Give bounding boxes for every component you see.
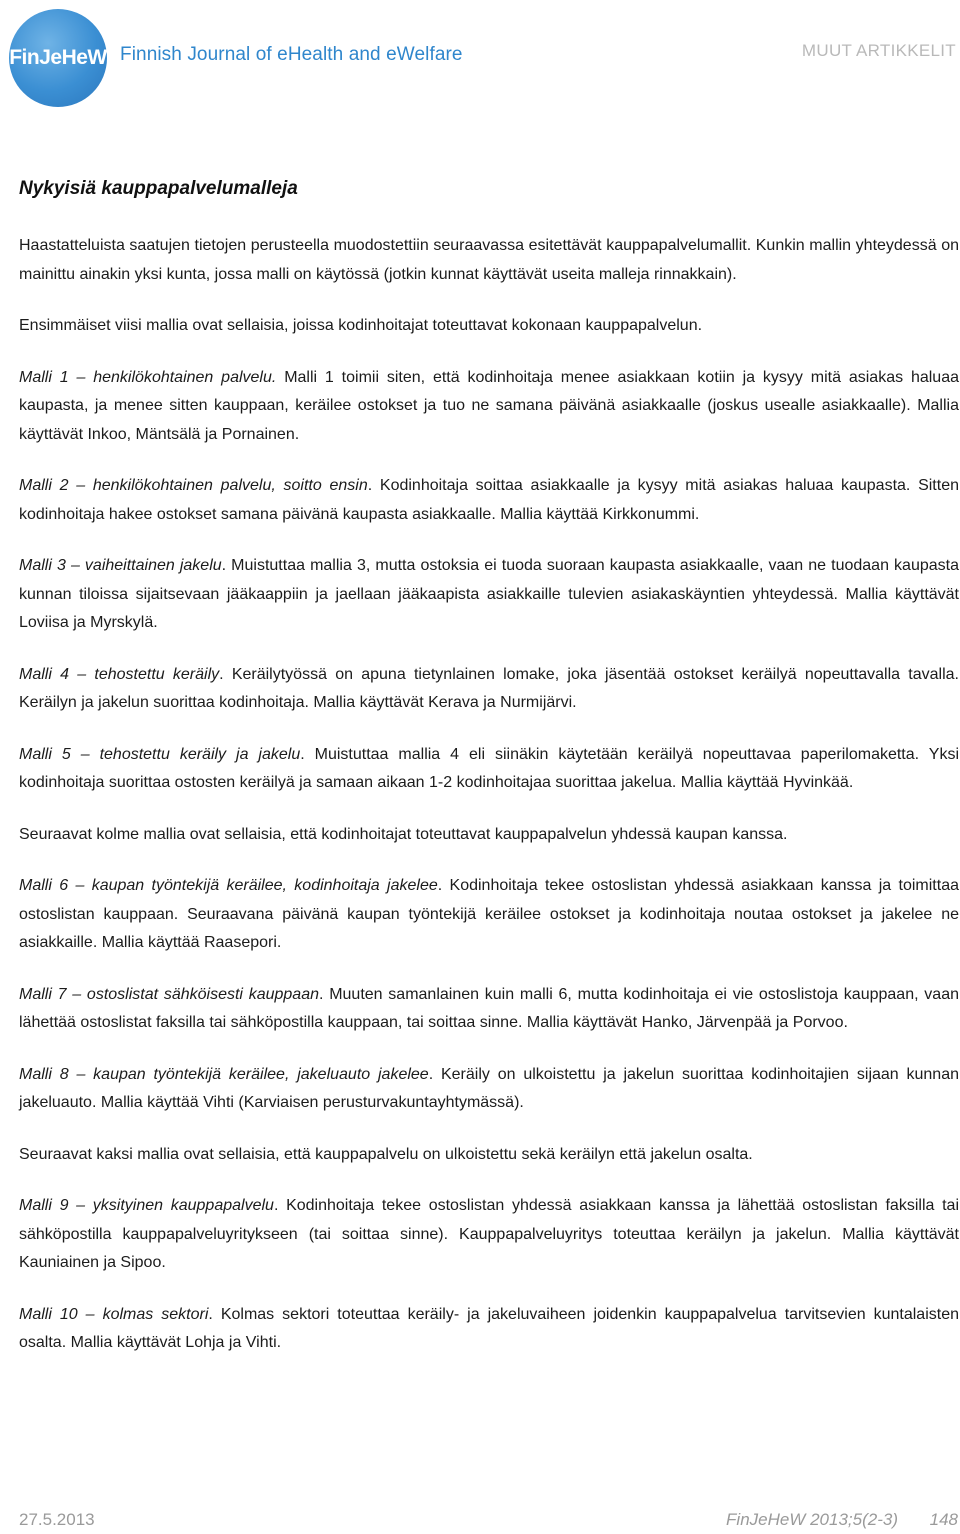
model-title: Malli 3 – vaiheittainen jakelu	[19, 557, 222, 574]
logo-text: FinJeHeW	[9, 46, 107, 69]
group3-paragraph: Seuraavat kaksi mallia ovat sellaisia, että kauppapalvelu on ulkoistettu sekä keräilyn että jakelun osalta.	[19, 1145, 753, 1163]
model-2-paragraph	[19, 472, 959, 529]
group2-paragraph: Seuraavat kolme mallia ovat sellaisia, että kodinhoitajat toteuttavat kauppapalvelun yhdessä kaupan kanssa.	[19, 825, 788, 843]
model-text: . Muistuttaa mallia 3, mutta ostoksia ei tuoda suoraan kaupasta asiakkaalle, vaan ne tuodaan kaupasta kunnan tiloissa sijaitsevaan jääkaappiin ja jaellaan jääkaapista asiakkaille tulevien asiakaskäyntien yhteydessä. Mallia käyttävät Loviisa ja Myrskylä.	[19, 557, 959, 631]
model-title: Malli 1 – henkilökohtainen palvelu.	[19, 368, 277, 386]
model-title: Malli 8 – kaupan työntekijä keräilee, jakeluauto jakelee	[19, 1065, 429, 1083]
model-1-paragraph	[19, 364, 959, 450]
model-text: . Kodinhoitaja tekee ostoslistan yhdessä asiakkaan kanssa ja lähettää ostoslistan faksilla tai sähköpostilla kauppapalveluyritykseen (tai soittaa sinne). Kauppapalveluyritys toteuttaa keräilyn ja jakelun. Mallia käyttävät Kauniainen ja Sipoo.	[19, 1197, 959, 1271]
section-heading: Nykyisiä kauppapalvelumalleja	[19, 178, 298, 199]
model-6-paragraph	[19, 872, 959, 958]
model-text: . Kodinhoitaja soittaa asiakkaalle ja kysyy mitä asiakas haluaa kaupasta. Sitten kodinhoitaja hakee ostokset samana päivänä kaupasta asiakkaalle. Mallia käyttää Kirkkonummi.	[19, 477, 959, 523]
intro-paragraph: Haastatteluista saatujen tietojen perusteella muodostettiin seuraavassa esitettävät kauppapalvelumallit. Kunkin mallin yhteydessä on mainittu ainakin yksi kunta, jossa malli on käytössä (jotkin kunnat käyttävät useita malleja rinnakkain).	[19, 237, 959, 283]
model-text: . Keräilytyössä on apuna tietynlainen lomake, joka jäsentää ostokset keräilyä nopeuttavalla tavalla. Keräilyn ja jakelun suorittaa kodinhoitaja. Mallia käyttävät Kerava ja Nurmijärvi.	[19, 665, 959, 711]
model-8-paragraph	[19, 1061, 959, 1118]
journal-logo	[9, 9, 107, 107]
model-title: Malli 7 – ostoslistat sähköisesti kauppaan	[19, 985, 319, 1003]
model-4-paragraph	[19, 661, 959, 718]
group1-paragraph: Ensimmäiset viisi mallia ovat sellaisia, joissa kodinhoitajat toteuttavat kokonaan kauppapalvelun.	[19, 317, 703, 334]
model-title: Malli 6 – kaupan työntekijä keräilee, kodinhoitaja jakelee	[19, 877, 438, 894]
article-body	[19, 178, 959, 1381]
journal-name: Finnish Journal of eHealth and eWelfare	[120, 44, 463, 65]
model-title: Malli 10 – kolmas sektori	[19, 1305, 209, 1323]
model-7-paragraph	[19, 981, 959, 1038]
model-3-paragraph	[19, 552, 959, 638]
model-text: . Kolmas sektori toteuttaa keräily- ja jakeluvaiheen joidenkin kauppapalvelua tarvitsevien kuntalaisten osalta. Mallia käyttävät Lohja ja Vihti.	[19, 1305, 960, 1351]
model-5-paragraph	[19, 741, 959, 798]
model-text: . Muuten samanlainen kuin malli 6, mutta kodinhoitaja ei vie ostoslistoja kauppaan, vaan lähettää ostoslistat faksilla tai sähköpostilla kauppaan, tai soittaa sinne. Mallia käyttävät Hanko, Järvenpää ja Porvoo.	[19, 985, 959, 1031]
section-label: MUUT ARTIKKELIT	[801, 41, 956, 60]
model-title: Malli 5 – tehostettu keräily ja jakelu	[19, 745, 301, 763]
publication-date: 27.5.2013	[19, 1510, 95, 1529]
journal-citation: FinJeHeW 2013;5(2-3)	[726, 1510, 898, 1529]
model-10-paragraph	[19, 1301, 959, 1358]
model-text: . Kodinhoitaja tekee ostoslistan yhdessä asiakkaan kanssa ja toimittaa ostoslistan kauppaan. Seuraavana päivänä kaupan työntekijä keräilee ostokset ja kodinhoitaja noutaa ostokset ja jakelee ne asiakkaille. Mallia käyttää Raasepori.	[19, 877, 959, 951]
page-header	[0, 0, 960, 110]
model-title: Malli 4 – tehostettu keräily	[19, 665, 220, 683]
model-text: . Keräily on ulkoistettu ja jakelun suorittaa kodinhoitajien sijaan kunnan jakeluauto. Mallia käyttää Vihti (Karviaisen perusturvakuntayhtymässä).	[19, 1065, 960, 1111]
model-title: Malli 9 – yksityinen kauppapalvelu	[19, 1197, 274, 1214]
page-number: 148	[929, 1510, 958, 1529]
model-9-paragraph	[19, 1192, 959, 1278]
model-text: . Muistuttaa mallia 4 eli siinäkin käytetään keräilyä nopeuttavaa paperilomaketta. Yksi kodinhoitaja suorittaa ostosten keräilyä ja samaan aikaan 1-2 kodinhoitajaa suorittaa jakelua. Mallia käyttää Hyvinkää.	[19, 745, 959, 791]
model-text: Malli 1 toimii siten, että kodinhoitaja menee asiakkaan kotiin ja kysyy mitä asiakas haluaa kaupasta, ja menee sitten kauppaan, keräilee ostokset ja tuo ne samana päivänä asiakkaalle (joskus usealle asiakkaalle). Mallia käyttävät Inkoo, Mäntsälä ja Pornainen.	[19, 368, 960, 443]
model-title: Malli 2 – henkilökohtainen palvelu, soitto ensin	[19, 477, 368, 494]
page-footer	[0, 1508, 960, 1534]
